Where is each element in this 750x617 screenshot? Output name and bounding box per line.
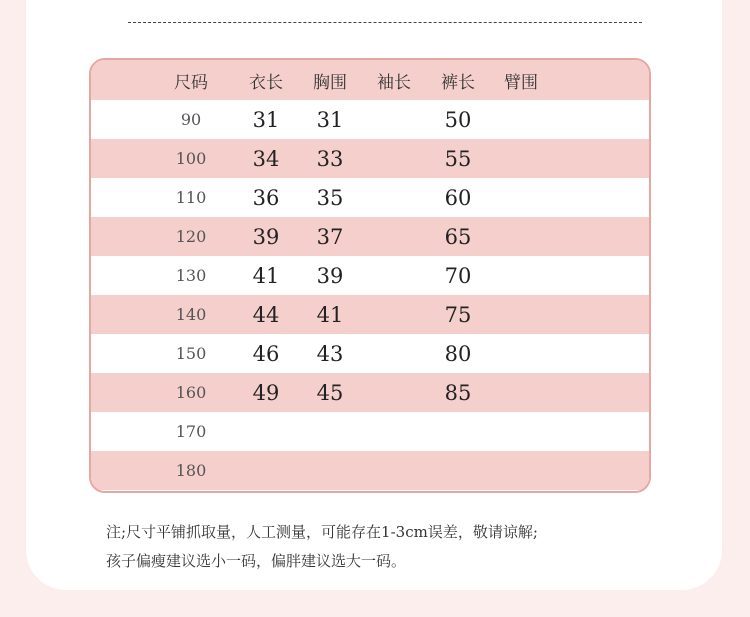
cell-pants: 55 [444, 146, 472, 171]
cell-size: 110 [175, 188, 207, 207]
dotted-divider [128, 22, 642, 23]
header-pants: 裤长 [441, 72, 475, 93]
cell-pants [428, 412, 488, 451]
cell-chest: 37 [316, 224, 344, 249]
cell-arm [491, 295, 551, 334]
cell-pants: 50 [444, 107, 472, 132]
cell-size: 90 [180, 110, 202, 129]
cell-sleeve [364, 412, 424, 451]
cell-chest: 43 [316, 341, 344, 366]
note-line-1: 注;尺寸平铺抓取量，人工测量，可能存在1-3cm误差，敬请谅解; [106, 523, 538, 541]
table-row [91, 256, 649, 295]
cell-size: 160 [175, 383, 207, 402]
cell-chest [300, 451, 360, 490]
measurement-notes [106, 518, 666, 576]
cell-length: 31 [252, 107, 280, 132]
cell-pants [428, 451, 488, 490]
table-header-row [91, 60, 649, 100]
table-body [91, 100, 649, 490]
table-row [91, 373, 649, 412]
cell-chest: 31 [316, 107, 344, 132]
cell-chest [300, 412, 360, 451]
cell-size: 100 [175, 149, 207, 168]
cell-length: 46 [252, 341, 280, 366]
cell-chest: 35 [316, 185, 344, 210]
table-row [91, 217, 649, 256]
cell-chest: 39 [316, 263, 344, 288]
header-chest: 胸围 [313, 72, 347, 93]
cell-pants: 70 [444, 263, 472, 288]
cell-sleeve [364, 178, 424, 217]
cell-size: 130 [175, 266, 207, 285]
header-sleeve: 袖长 [377, 72, 411, 93]
table-row [91, 178, 649, 217]
header-length: 衣长 [249, 72, 283, 93]
content-card [26, 0, 722, 590]
table-row [91, 139, 649, 178]
cell-chest: 33 [316, 146, 344, 171]
cell-length: 41 [252, 263, 280, 288]
cell-sleeve [364, 256, 424, 295]
table-row [91, 451, 649, 490]
cell-arm [491, 451, 551, 490]
cell-arm [491, 139, 551, 178]
cell-size: 170 [175, 422, 207, 441]
cell-arm [491, 334, 551, 373]
cell-sleeve [364, 334, 424, 373]
cell-arm [491, 373, 551, 412]
cell-chest: 41 [316, 302, 344, 327]
cell-arm [491, 256, 551, 295]
cell-arm [491, 412, 551, 451]
cell-length: 34 [252, 146, 280, 171]
cell-size: 180 [175, 461, 207, 480]
cell-size: 140 [175, 305, 207, 324]
cell-sleeve [364, 295, 424, 334]
cell-length [236, 451, 296, 490]
table-row [91, 295, 649, 334]
cell-sleeve [364, 217, 424, 256]
cell-chest: 45 [316, 380, 344, 405]
cell-sleeve [364, 451, 424, 490]
cell-length: 36 [252, 185, 280, 210]
cell-pants: 60 [444, 185, 472, 210]
note-line-2: 孩子偏瘦建议选小一码，偏胖建议选大一码。 [106, 552, 407, 570]
cell-length: 44 [252, 302, 280, 327]
header-arm: 臂围 [504, 72, 538, 93]
cell-size: 120 [175, 227, 207, 246]
cell-size: 150 [175, 344, 207, 363]
size-chart-table [89, 58, 651, 493]
cell-sleeve [364, 139, 424, 178]
header-size: 尺码 [174, 72, 208, 93]
cell-pants: 75 [444, 302, 472, 327]
cell-arm [491, 100, 551, 139]
table-row [91, 100, 649, 139]
cell-length: 39 [252, 224, 280, 249]
cell-pants: 65 [444, 224, 472, 249]
table-row [91, 412, 649, 451]
cell-pants: 80 [444, 341, 472, 366]
cell-length [236, 412, 296, 451]
cell-sleeve [364, 373, 424, 412]
cell-length: 49 [252, 380, 280, 405]
cell-sleeve [364, 100, 424, 139]
cell-pants: 85 [444, 380, 472, 405]
table-row [91, 334, 649, 373]
cell-arm [491, 217, 551, 256]
cell-arm [491, 178, 551, 217]
